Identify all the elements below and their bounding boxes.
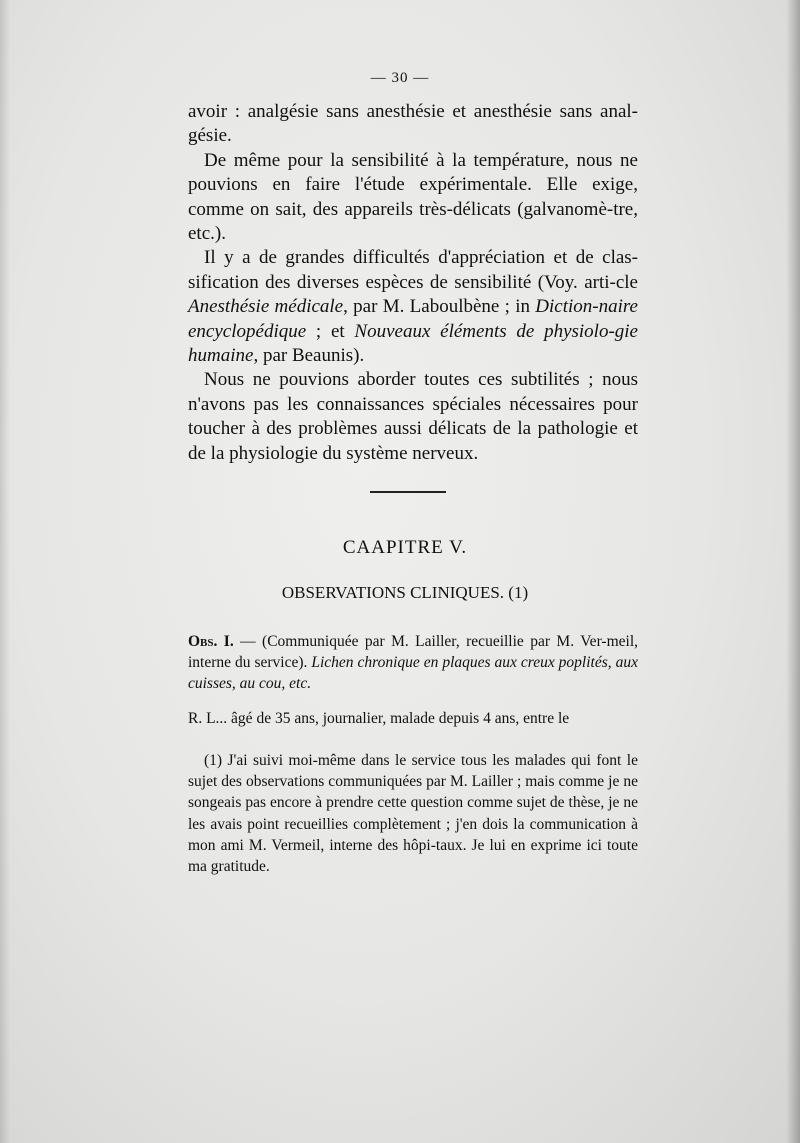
paragraph-3-text-a: Il y a de grandes difficultés d'appréciation et de clas-sification des diverses espèces de sensibilité (Voy. arti-cle — [188, 247, 638, 293]
observation-heading — [188, 631, 638, 694]
section-title: OBSERVATIONS CLINIQUES. (1) — [281, 583, 529, 602]
case-intro: R. L... âgé de 35 ans, journalier, malade depuis 4 ans, entre le — [188, 710, 570, 727]
observation-source: — (Communiquée par M. Lailler, recueillie par M. Ver-meil, interne du service). — [188, 633, 639, 671]
page-shadow-left — [0, 0, 10, 1143]
observation-label: Obs. I. — [188, 633, 234, 650]
citation-dictionnaire: Diction-naire encyclopédique — [188, 296, 638, 342]
footnote — [188, 750, 638, 877]
body-text — [188, 100, 638, 466]
page-shadow-right — [786, 0, 800, 1143]
observation-diagnosis: Lichen chronique en plaques aux creux poplités, aux cuisses, au cou, etc. — [188, 654, 638, 692]
section-divider — [370, 491, 446, 493]
paragraph-3-text-e: ; et — [306, 320, 355, 342]
paragraph-3-text-c: , par M. Laboulbène ; in — [343, 296, 536, 318]
citation-anesthesie: Anesthésie médicale — [188, 296, 344, 318]
chapter-title: CAAPITRE V. — [342, 537, 468, 558]
footnote-text: (1) J'ai suivi moi-même dans le service tous les malades qui font le sujet des observations communiquées par M. Lailler ; mais comme je ne songeais pas encore à prendre cette question comme sujet de thèse, je ne les avais point recueillies complètement ; j'en dois la communication à mon ami M. Vermeil, interne des hôpi-taux. Je lui en exprime ici toute ma gratitude. — [188, 752, 638, 876]
paragraph-1: avoir : analgésie sans anesthésie et anesthésie sans anal-gésie. — [188, 101, 638, 147]
paragraph-3-text-g: , par Beaunis). — [253, 345, 365, 367]
paragraph-4: Nous ne pouvions aborder toutes ces subtilités ; nous n'avons pas les connaissances spéciales nécessaires pour toucher à des problèmes aussi délicats de la pathologie et de la physiologie du système nerveux. — [188, 369, 638, 464]
paragraph-2: De même pour la sensibilité à la température, nous ne pouvions en faire l'étude expérimentale. Elle exige, comme on sait, des appareils très-délicats (galvanomè-tre, etc.). — [188, 149, 638, 245]
paragraph-3 — [188, 246, 638, 368]
page-number: — 30 — — [370, 70, 430, 86]
citation-physiologie: Nouveaux éléments de physiolo-gie humaine — [188, 320, 638, 367]
